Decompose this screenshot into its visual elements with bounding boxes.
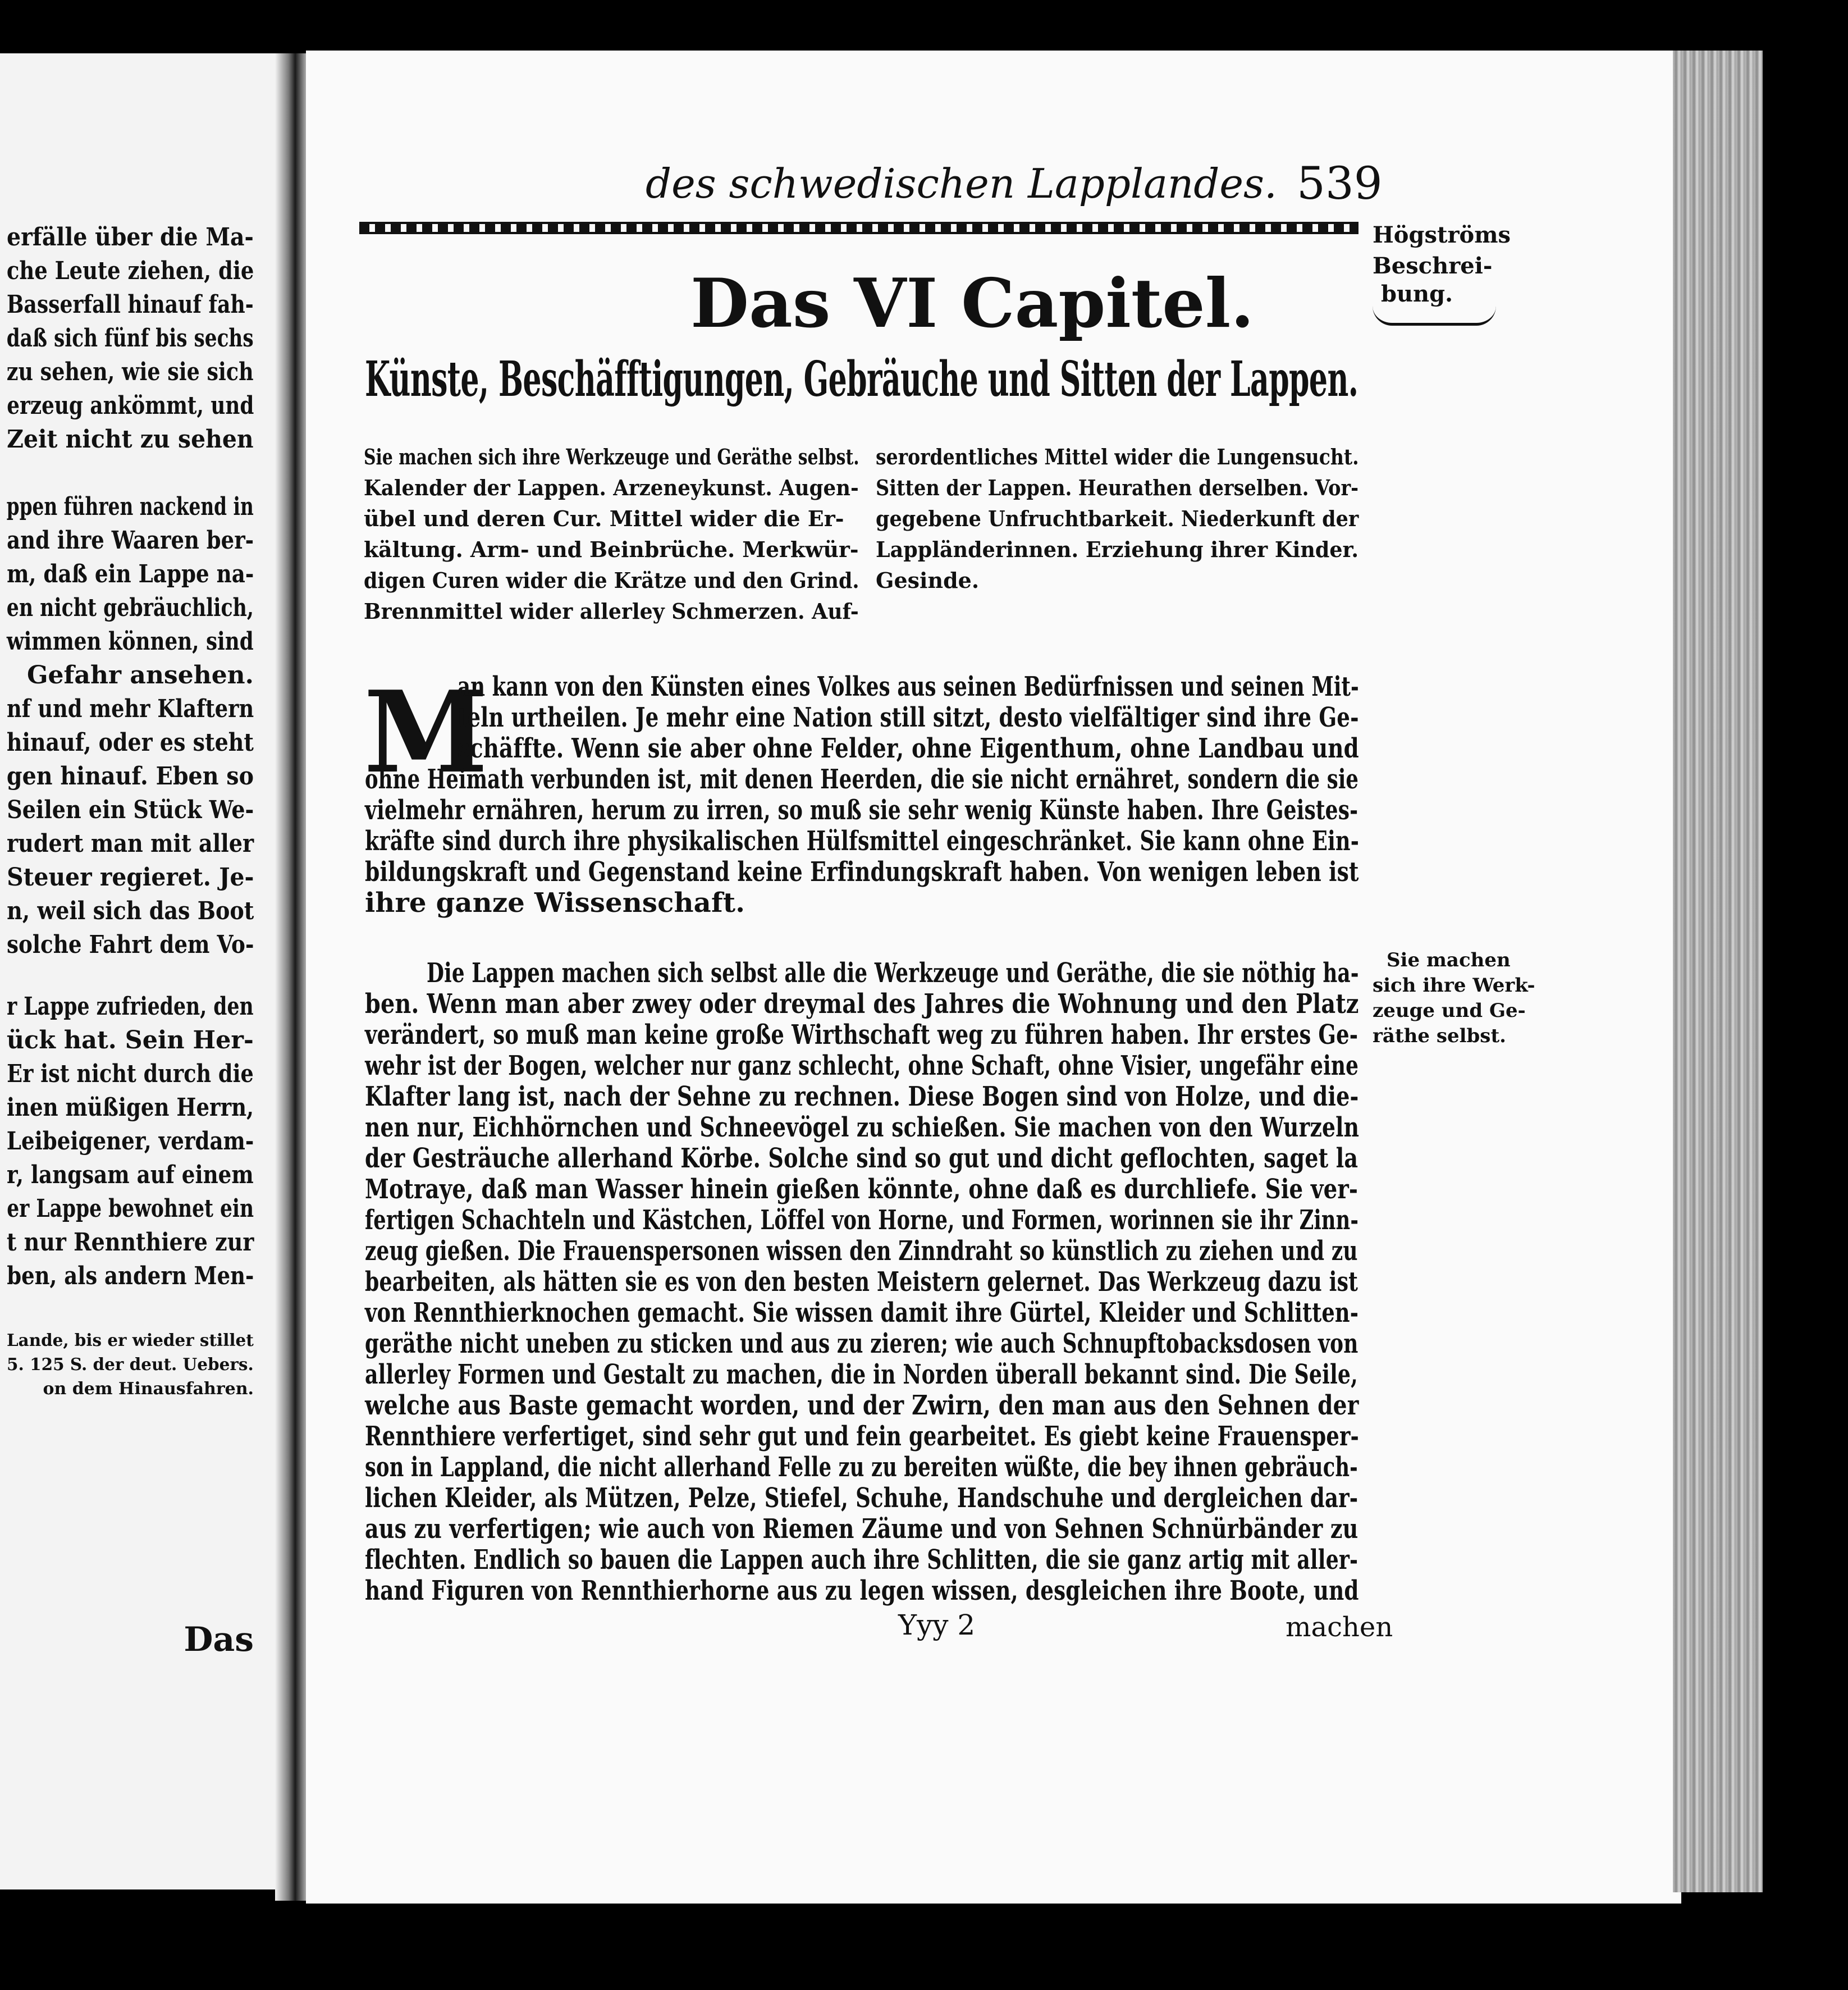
summary-right-line: Lappländerinnen. Erziehung ihrer Kinder. <box>876 537 1359 562</box>
chapter-title: Das VI Capitel. <box>690 264 1255 343</box>
body-line: bearbeiten, als hätten sie es von den besten Meistern gelernet. Das Werkzeug dazu ist <box>365 1266 1358 1298</box>
page-edge-stack <box>1673 51 1763 1892</box>
left-footnote-line: Lande, bis er wieder stillet <box>7 1331 254 1350</box>
summary-left-line: Brennmittel wider allerley Schmerzen. Auf- <box>364 599 859 624</box>
side-note-line: zeuge und Ge- <box>1373 999 1526 1022</box>
body-line: aus zu verfertigen; wie auch von Riemen Zäume und von Sehnen Schnürbänder zu <box>365 1513 1358 1545</box>
running-head: des schwedischen Lapplandes. <box>646 160 1277 207</box>
left-line: m, daß ein Lappe na- <box>6 560 254 588</box>
body-line: von Rennthierknochen gemacht. Sie wissen damit ihre Gürtel, Kleider und Schlitten- <box>365 1297 1359 1329</box>
left-catchword: Das <box>184 1620 254 1659</box>
left-line: Er ist nicht durch die <box>7 1060 254 1088</box>
left-line: erfälle über die Ma- <box>7 223 254 252</box>
left-line: t nur Rennthiere zur <box>6 1228 254 1257</box>
left-line: ben, als andern Men- <box>6 1262 254 1290</box>
summary-left-line: kältung. Arm- und Beinbrüche. Merkwür- <box>364 537 859 562</box>
left-line: Leibeigener, verdam- <box>6 1127 254 1156</box>
side-note-line: räthe selbst. <box>1373 1025 1506 1047</box>
body-line: lichen Kleider, als Mützen, Pelze, Stiefel, Schuhe, Handschuhe und dergleichen dar- <box>365 1482 1358 1514</box>
page-number: 539 <box>1297 157 1383 209</box>
left-line: and ihre Waaren ber- <box>7 526 254 555</box>
margin-brace <box>1373 306 1496 326</box>
body-line: schäffte. Wenn sie aber ohne Felder, ohne Eigenthum, ohne Landbau und <box>458 733 1359 764</box>
drop-initial: M <box>364 667 488 798</box>
left-line: Steuer regieret. Je- <box>6 863 254 892</box>
left-line: n, weil sich das Boot <box>6 897 254 925</box>
left-facing-page <box>0 53 275 1889</box>
summary-left-line: übel und deren Cur. Mittel wider die Er- <box>364 506 844 531</box>
left-line: gen hinauf. Eben so <box>6 762 254 791</box>
left-line: wimmen können, sind <box>7 627 254 656</box>
body-line: Rennthiere verfertiget, sind sehr gut und fein gearbeitet. Es giebt keine Frauensper- <box>365 1421 1359 1452</box>
summary-right-line: Sitten der Lappen. Heurathen derselben. Vor- <box>876 475 1359 500</box>
left-line: inen müßigen Herrn, <box>6 1093 254 1122</box>
scan-background-right <box>1763 0 1848 1990</box>
left-line: solche Fahrt dem Vo- <box>6 930 254 959</box>
body-line: teln urtheilen. Je mehr eine Nation still sitzt, desto vielfältiger sind ihre Ge- <box>458 702 1359 733</box>
body-line: hand Figuren von Rennthierhorne aus zu legen wissen, desgleichen ihre Boote, und <box>365 1575 1359 1606</box>
catchword: machen <box>1286 1612 1393 1643</box>
body-line: ben. Wenn man aber zwey oder dreymal des Jahres die Wohnung und den Platz <box>365 988 1359 1020</box>
summary-left-line: Sie machen sich ihre Werkzeuge und Geräthe selbst. <box>364 444 859 469</box>
side-note-line: sich ihre Werk- <box>1373 974 1535 997</box>
ornamental-rule <box>359 222 1358 234</box>
left-line: en nicht gebräuchlich, <box>6 594 254 622</box>
body-line: zeug gießen. Die Frauenspersonen wissen den Zinndraht so künstlich zu ziehen und zu <box>365 1235 1358 1267</box>
left-line: Basserfall hinauf fah- <box>7 290 254 319</box>
left-line: ppen führen nackend in <box>6 492 254 521</box>
left-line: erzeug ankömmt, und <box>6 391 254 420</box>
body-line: der Gesträuche allerhand Körbe. Solche sind so gut und dicht geflochten, saget la <box>365 1143 1358 1174</box>
summary-left-line: Kalender der Lappen. Arzeneykunst. Augen- <box>364 475 859 500</box>
signature-mark: Yyy 2 <box>898 1609 976 1641</box>
body-line: son in Lappland, die nicht allerhand Felle zu zu bereiten wüßte, die bey ihnen gebräuch- <box>365 1452 1358 1483</box>
left-line: daß sich fünf bis sechs <box>7 324 254 353</box>
left-line: ück hat. Sein Her- <box>6 1026 254 1055</box>
left-line: zu sehen, wie sie sich <box>7 358 254 386</box>
body-line: ihre ganze Wissenschaft. <box>365 887 745 919</box>
left-line: rudert man mit aller <box>6 829 254 858</box>
left-footnote-line: on dem Hinausfahren. <box>43 1379 254 1399</box>
body-line: an kann von den Künsten eines Volkes aus seinen Bedürfnissen und seinen Mit- <box>458 671 1359 702</box>
left-line: r Lappe zufrieden, den <box>7 992 254 1021</box>
body-line: flechten. Endlich so bauen die Lappen auch ihre Schlitten, die sie ganz artig mit aller- <box>365 1544 1358 1576</box>
body-line: Klafter lang ist, nach der Sehne zu rechnen. Diese Bogen sind von Holze, und die- <box>365 1081 1359 1112</box>
left-line: nf und mehr Klaftern <box>6 695 254 723</box>
left-footnote-line: 5. 125 S. der deut. Uebers. <box>7 1355 254 1375</box>
left-line: Seilen ein Stück We- <box>6 796 254 824</box>
body-line: wehr ist der Bogen, welcher nur ganz schlecht, ohne Schaft, ohne Visier, ungefähr eine <box>365 1050 1359 1081</box>
body-line: geräthe nicht uneben zu sticken und aus zu zieren; wie auch Schnupftobacksdosen von <box>365 1328 1358 1359</box>
body-line: vielmehr ernähren, herum zu irren, so muß sie sehr wenig Künste haben. Ihre Geistes- <box>365 795 1358 826</box>
chapter-subtitle: Künste, Beschäfftigungen, Gebräuche und Sitten der Lappen. <box>365 351 1358 408</box>
body-line: Die Lappen machen sich selbst alle die Werkzeuge und Geräthe, die sie nöthig ha- <box>427 957 1359 989</box>
body-line: verändert, so muß man keine große Wirthschaft weg zu führen haben. Ihr erstes Ge- <box>365 1019 1358 1051</box>
left-line: Gefahr ansehen. <box>26 661 254 690</box>
left-line: Zeit nicht zu sehen <box>7 425 254 454</box>
left-line: che Leute ziehen, die <box>6 257 254 285</box>
body-line: kräfte sind durch ihre physikalischen Hülfsmittel eingeschränket. Sie kann ohne Ein- <box>365 825 1360 857</box>
body-line: welche aus Baste gemacht worden, und der Zwirn, den man aus den Sehnen der <box>365 1390 1359 1421</box>
left-line: r, langsam auf einem <box>7 1161 254 1189</box>
summary-left-line: digen Curen wider die Krätze und den Grind. <box>364 568 859 593</box>
body-line: Motraye, daß man Wasser hinein gießen könnte, ohne daß es durchliefe. Sie ver- <box>365 1174 1358 1205</box>
book-gutter <box>275 53 309 1901</box>
summary-right-line: serordentliches Mittel wider die Lungensucht. <box>876 444 1359 469</box>
margin-note-line: bung. <box>1381 281 1453 307</box>
margin-note-line: Högströms <box>1373 222 1511 248</box>
body-line: bildungskraft und Gegenstand keine Erfindungskraft haben. Von wenigen leben ist <box>365 856 1359 888</box>
left-line: er Lappe bewohnet ein <box>7 1194 254 1223</box>
summary-right-line: Gesinde. <box>876 568 980 593</box>
body-line: allerley Formen und Gestalt zu machen, die in Norden überall bekannt sind. Die Seile, <box>365 1359 1358 1390</box>
side-note-line: Sie machen <box>1387 949 1511 971</box>
body-line: fertigen Schachteln und Kästchen, Löffel von Horne, und Formen, worinnen sie ihr Zinn- <box>365 1204 1359 1236</box>
left-line: hinauf, oder es steht <box>6 728 254 757</box>
body-line: ohne Heimath verbunden ist, mit denen Heerden, die sie nicht ernähret, sondern die sie <box>365 764 1359 795</box>
summary-right-line: gegebene Unfruchtbarkeit. Niederkunft der <box>876 506 1359 531</box>
body-line: nen nur, Eichhörnchen und Schneevögel zu schießen. Sie machen von den Wurzeln <box>365 1112 1360 1143</box>
margin-note-line: Beschrei- <box>1373 253 1493 279</box>
